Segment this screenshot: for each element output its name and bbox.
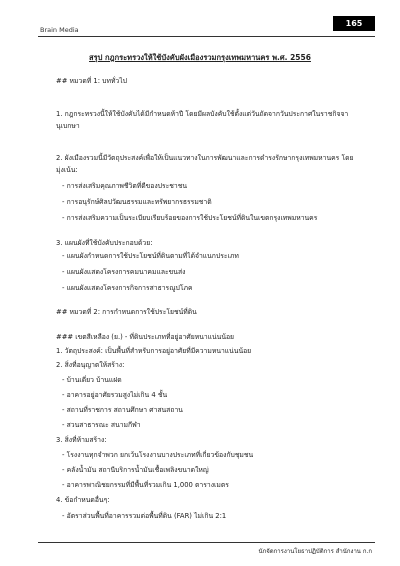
bullet-item: - บ้านเดี่ยว บ้านแฝด xyxy=(62,376,122,384)
bullet-item: - แผนผังแสดงโครงการคมนาคมและขนส่ง xyxy=(62,268,186,276)
paragraph-line: มุ่งเน้น: xyxy=(56,166,78,174)
bullet-item: - การอนุรักษ์ศิลปวัฒนธรรมและทรัพยากรธรรมชาติ xyxy=(62,198,212,206)
header-divider xyxy=(38,36,375,37)
paragraph-line: 3. สิ่งที่ห้ามสร้าง: xyxy=(56,436,107,444)
bullet-item: - สถานที่ราชการ สถานศึกษา ศาสนสถาน xyxy=(62,406,183,414)
bullet-item: - โรงงานทุกจำพวก ยกเว้นโรงงานบางประเภทที่เกี่ยวข้องกับชุมชน xyxy=(62,451,254,459)
section-heading: ## หมวดที่ 1: บททั่วไป xyxy=(56,77,127,85)
bullet-item: - การส่งเสริมความเป็นระเบียบเรียบร้อยของการใช้ประโยชน์ที่ดินในเขตกรุงเทพมหานคร xyxy=(62,214,318,222)
footer-text: นักจัดการงานโยธาปฏิบัติการ สำนักงาน ก.ก xyxy=(258,548,372,555)
bullet-item: - อัตราส่วนพื้นที่อาคารรวมต่อพื้นที่ดิน (FAR) ไม่เกิน 2:1 xyxy=(62,512,227,520)
bullet-item: - อาคารพาณิชยกรรมที่มีพื้นที่รวมเกิน 1,000 ตารางเมตร xyxy=(62,481,229,489)
bullet-item: - สวนสาธารณะ สนามกีฬา xyxy=(62,421,141,429)
paragraph-line: 1. วัตถุประสงค์: เป็นพื้นที่สำหรับการอยู่อาศัยที่มีความหนาแน่นน้อย xyxy=(56,347,252,355)
section-heading: ## หมวดที่ 2: การกำหนดการใช้ประโยชน์ที่ดิน xyxy=(56,308,197,316)
paragraph-line: นุเบกษา xyxy=(56,122,80,130)
page-number-badge: 165 xyxy=(333,16,375,31)
bullet-item: - แผนผังกำหนดการใช้ประโยชน์ที่ดินตามที่ได้จำแนกประเภท xyxy=(62,252,239,260)
bullet-item: - การส่งเสริมคุณภาพชีวิตที่ดีของประชาชน xyxy=(62,182,187,190)
paragraph-line: 3. แผนผังที่ใช้บังคับประกอบด้วย: xyxy=(56,239,153,247)
paragraph-line: 2. สิ่งที่อนุญาตให้สร้าง: xyxy=(56,361,125,369)
paragraph-line: 1. กฎกระทรวงนี้ให้ใช้บังคับได้มีกำหนดห้าปี โดยมีผลบังคับใช้ตั้งแต่วันถัดจากวันประกาศในราชกิจจา xyxy=(56,110,349,118)
brand-label: Brain Media xyxy=(40,26,79,34)
document-title: สรุป กฎกระทรวงให้ใช้บังคับผังเมืองรวมกรุงเทพมหานคร พ.ศ. 2556 xyxy=(89,53,311,62)
bullet-item: - คลังน้ำมัน สถานีบริการน้ำมันเชื้อเพลิงขนาดใหญ่ xyxy=(62,466,209,474)
paragraph-line: 4. ข้อกำหนดอื่นๆ: xyxy=(56,496,110,504)
footer-divider xyxy=(38,542,375,543)
subsection-heading: ### เขตสีเหลือง (ย.) - ที่ดินประเภทที่อยู่อาศัยหนาแน่นน้อย xyxy=(56,333,235,341)
paragraph-line: 2. ผังเมืองรวมนี้มีวัตถุประสงค์เพื่อให้เป็นแนวทางในการพัฒนาและการดำรงรักษากรุงเทพมหานคร โดย xyxy=(56,154,354,162)
bullet-item: - อาคารอยู่อาศัยรวมสูงไม่เกิน 4 ชั้น xyxy=(62,391,168,399)
bullet-item: - แผนผังแสดงโครงการกิจการสาธารณูปโภค xyxy=(62,284,193,292)
